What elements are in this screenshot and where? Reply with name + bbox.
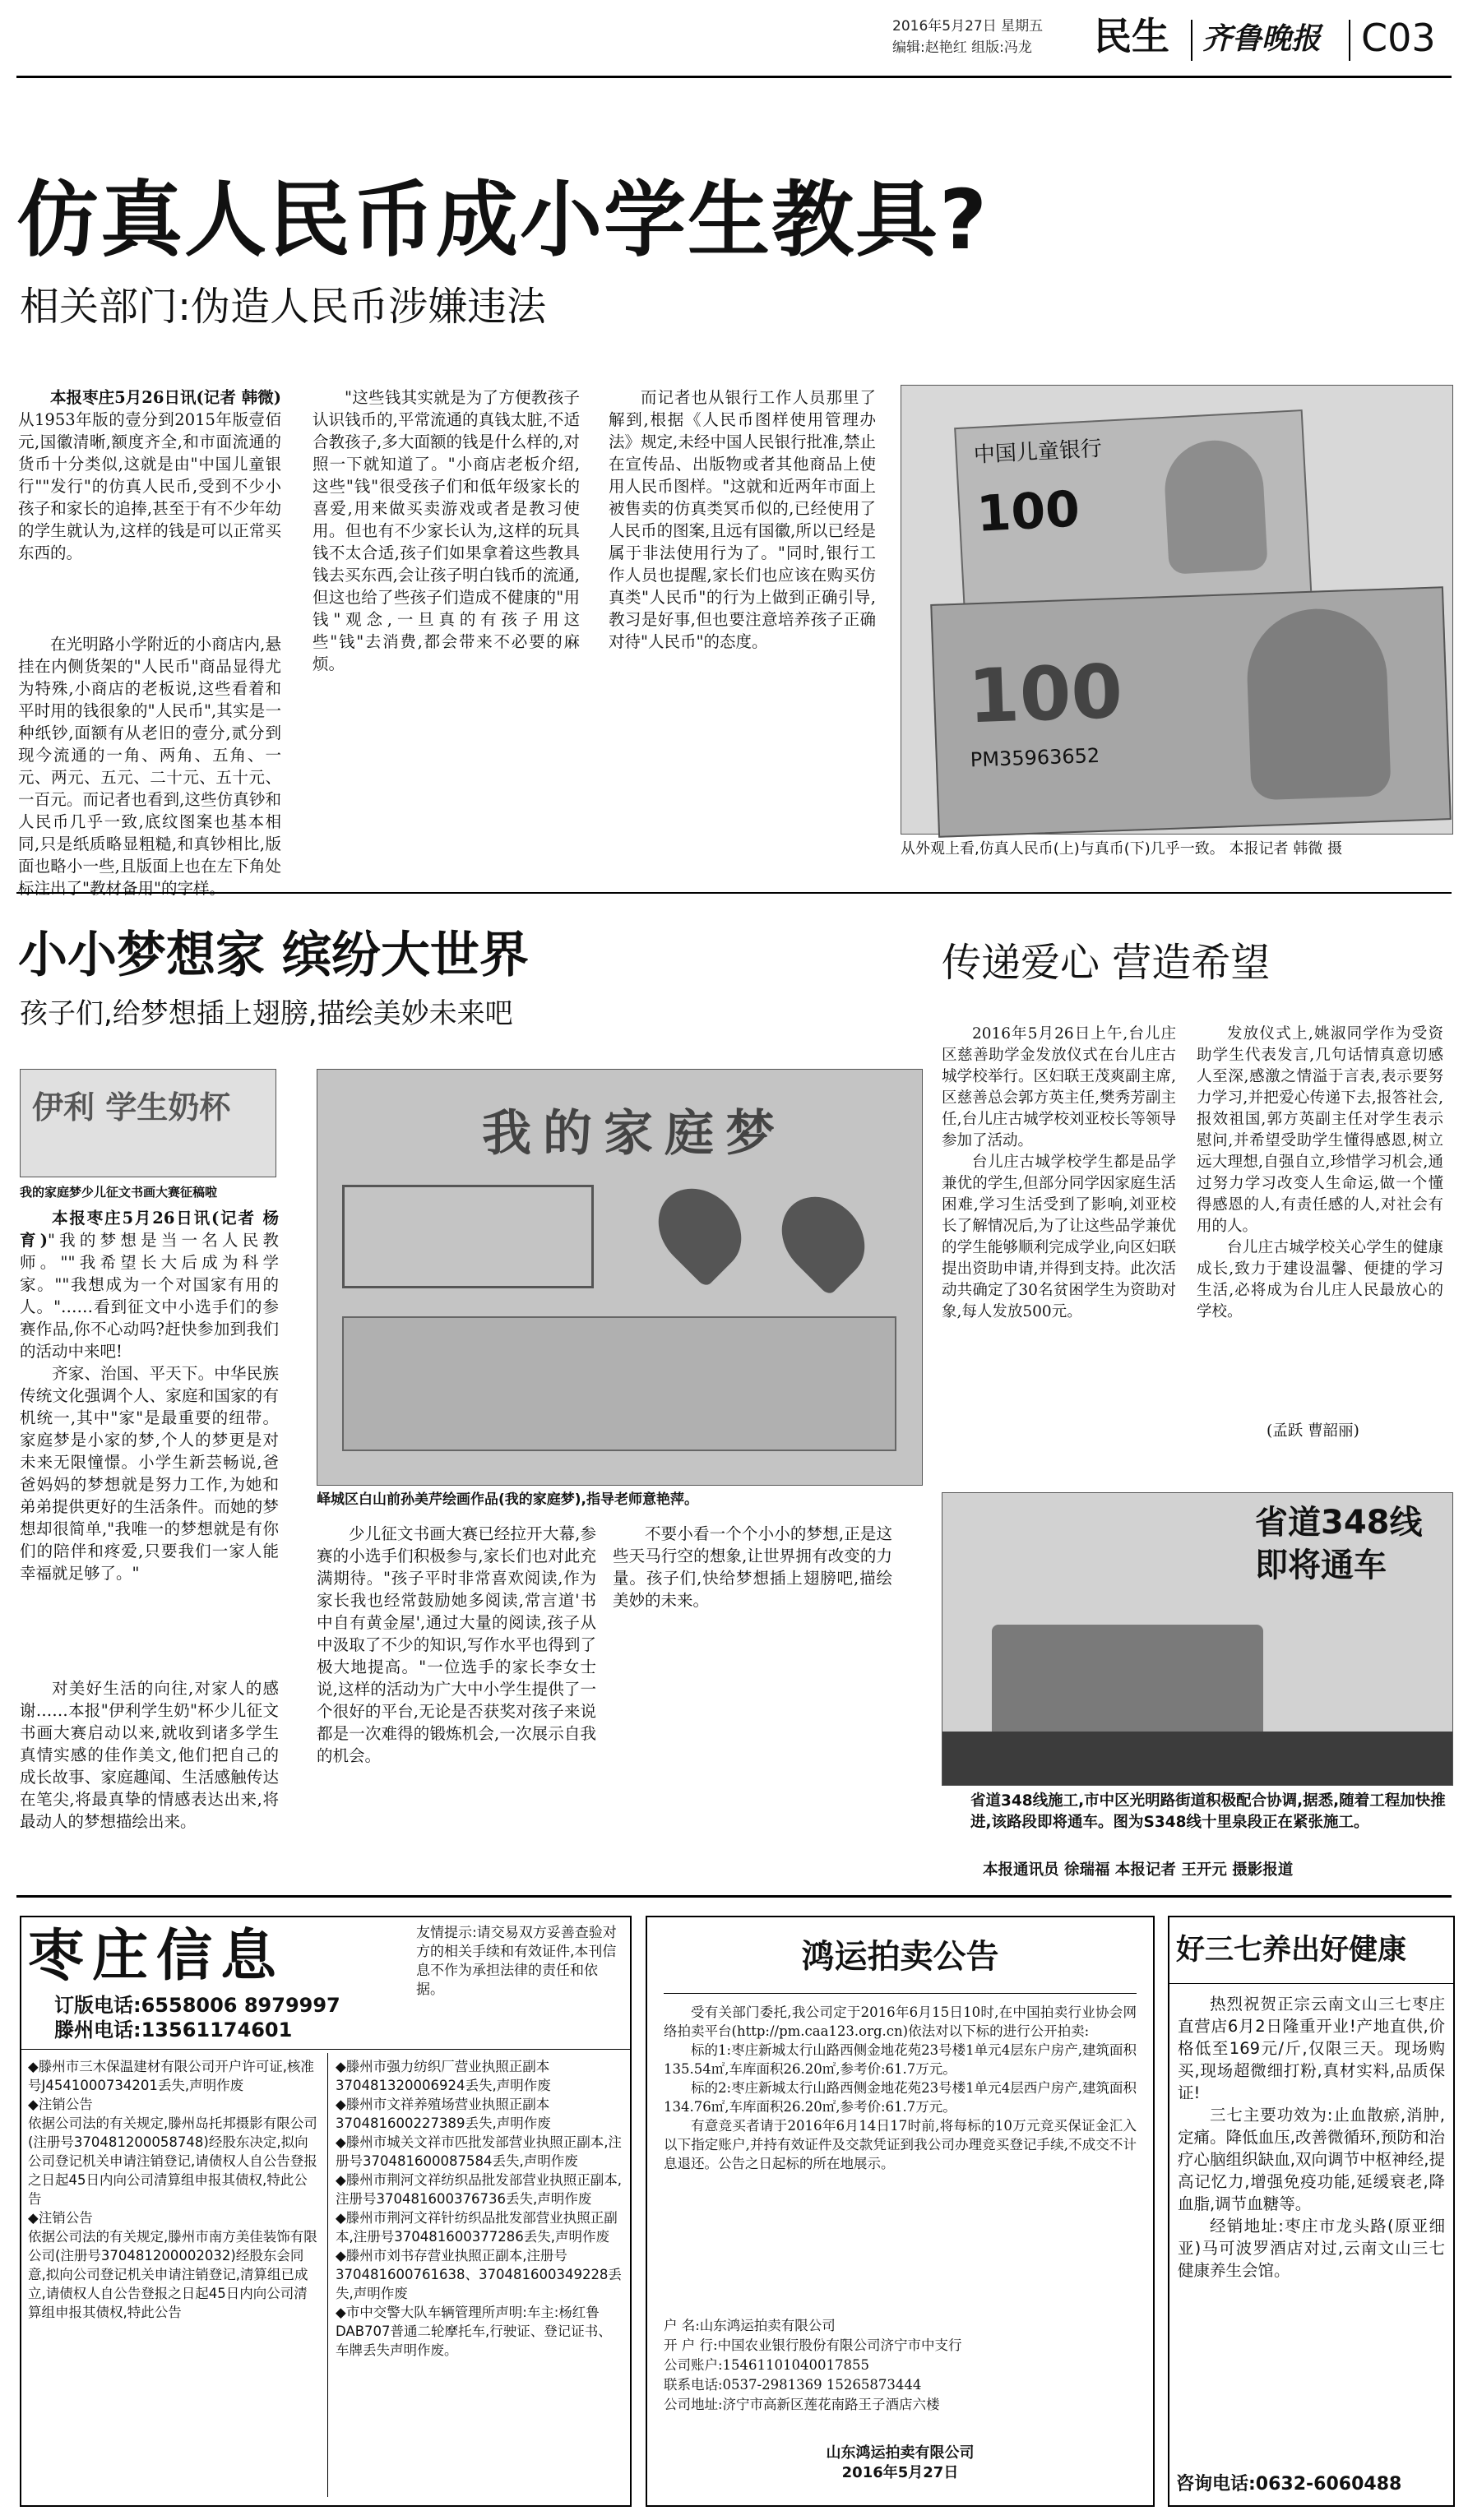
ad-auction-name: 户 名:山东鸿运拍卖有限公司 bbox=[664, 2318, 836, 2333]
article3-byline: (孟跃 曹韶丽) bbox=[1267, 1422, 1359, 1440]
real-banknote-serial: PM35963652 bbox=[970, 743, 1100, 772]
ad-info-right bbox=[336, 2057, 623, 2497]
child-drawing bbox=[317, 1069, 923, 1486]
ad-info-right-2: ◆滕州市文祥养殖场营业执照正副本370481600227389丢失,声明作废 bbox=[336, 2097, 551, 2131]
article3-p2: 台儿庄古城学校学生都是品学兼优的学生,但部分同学因家庭生活困难,学习生活受到了影响,刘亚校长了解情况后,为了让这些品学兼优的学生能够顺利完成学业,向区妇联提出资助申请,并得到支持。此次活动共确定了30名贫困学生为资助对象,每人发放500元。 bbox=[942, 1154, 1176, 1320]
article1-p1: 从1953年版的壹分到2015年版壹佰元,国徽清晰,额度齐全,和市面流通的货币十分类似,这就是由"中国儿童银行""发行"的仿真人民币,受到不少小孩子和家长的追捧,甚至于有不少年幼的学生就认为,这样的钱是可以正常买东西的。 bbox=[18, 410, 281, 562]
ad-sanqi-p2: 三七主要功效为:止血散瘀,消肿,定痛。降低血压,改善微循环,预防和治疗心脑组织缺血,双向调节中枢神经,提高记忆力,增强免疫功能,延缓衰老,降血脂,调节血糖等。 bbox=[1178, 2106, 1445, 2213]
ad-info-phone2: 滕州电话:13561174601 bbox=[54, 2018, 293, 2041]
article2-col1 bbox=[20, 1207, 279, 1659]
article2-headline: 小小梦想家 缤纷大世界 bbox=[18, 927, 529, 984]
ad-info-tip: 友情提示:请交易双方妥善查验对方的相关手续和有效证件,本刊信息不作为承担法律的责任和依据。 bbox=[416, 1925, 617, 1998]
fake-banknote-denom: 100 bbox=[975, 480, 1081, 543]
section-name: 民生 bbox=[1094, 14, 1169, 58]
ad-auction-lot2: 标的2:枣庄新城太行山路西侧金地花苑23号楼1单元4层西户房产,建筑面积134.76㎡,车库面积26.20㎡,参考价:61.7万元。 bbox=[664, 2080, 1137, 2115]
contest-logo-text: 伊利 学生奶杯 bbox=[32, 1089, 231, 1126]
article2-p2: 齐家、治国、平天下。中华民族传统文化强调个人、家庭和国家的有机统一,其中"家"是最重要的纽带。家庭梦是小家的梦,个人的梦更是对未来无限憧憬。小学生新芸畅说,爸爸妈妈的梦想就是努力工作,为她和弟弟提供更好的生活条件。而她的梦想却很简单,"我唯一的梦想就是有你们的陪伴和疼爱,只要我们一家人能幸福就足够了。" bbox=[20, 1364, 279, 1583]
ad-auction-account: 公司账户:15461101040017855 bbox=[664, 2357, 870, 2373]
article1-col2 bbox=[313, 386, 580, 855]
article1-subhead: 相关部门:伪造人民币涉嫌违法 bbox=[20, 284, 547, 330]
article2-col3 bbox=[613, 1523, 892, 1852]
article4-headline-2: 即将通车 bbox=[1255, 1547, 1387, 1584]
ad-info-title: 枣庄信息 bbox=[28, 1924, 285, 1989]
article3-headline: 传递爱心 营造希望 bbox=[942, 940, 1271, 986]
article1-col3 bbox=[609, 386, 876, 855]
article2-p1: "我的梦想是当一名人民教师。""我希望长大后成为科学家。""我想成为一个对国家有用的人。"……看到征文中小选手们的参赛作品,你不心动吗?赶快参加到我们的活动中来吧! bbox=[20, 1231, 279, 1361]
article2-col1b bbox=[20, 1677, 279, 1850]
ad-sanqi-body bbox=[1178, 1993, 1445, 2282]
ad-info-right-7: ◆市中交警大队车辆管理所声明:车主:杨红鲁DAB707普通二轮摩托车,行驶证、登记证书、车牌丢失声明作废。 bbox=[336, 2305, 612, 2358]
article2-lead-tag: 本报枣庄5月26日讯(记者 杨育) bbox=[20, 1209, 279, 1250]
page-number: C03 bbox=[1361, 16, 1436, 60]
masthead-date: 2016年5月27日 星期五 bbox=[892, 18, 1044, 35]
ad-auction-address: 公司地址:济宁市高新区莲花南路王子酒店六楼 bbox=[664, 2397, 940, 2412]
article2-col2 bbox=[317, 1523, 596, 1852]
banknote-photo bbox=[901, 385, 1453, 835]
ad-info-left-3: 依据公司法的有关规定,滕州岛托邦摄影有限公司(注册号370481200058748)经股东决定,拟向公司登记机关申请注销登记,请债权人自公告登报之日起45日内向公司清算组申报其债权,特此公告 bbox=[28, 2115, 317, 2207]
ad-info-box bbox=[20, 1916, 632, 2507]
ad-info-right-1: ◆滕州市强力纺织厂营业执照正副本370481320006924丢失,声明作废 bbox=[336, 2059, 551, 2093]
ad-auction-body bbox=[664, 2003, 1137, 2173]
heart-icon bbox=[641, 1172, 757, 1288]
article1-headline: 仿真人民币成小学生教具? bbox=[16, 172, 989, 268]
article3-p1: 2016年5月26日上午,台儿庄区慈善助学金发放仪式在台儿庄古城学校举行。区妇联王茂爽副主席,区慈善总会郭方英主任,樊秀芳副主任,台儿庄古城学校刘亚校长等领导参加了活动。 bbox=[942, 1025, 1176, 1149]
article1-lead-tag: 本报枣庄5月26日讯(记者 韩微) bbox=[50, 388, 281, 407]
article2-p4: 少儿征文书画大赛已经拉开大幕,参赛的小选手们积极参与,家长们也对此充满期待。"孩子平时非常喜欢阅读,作为家长我也经常鼓励她多阅读,常言道'书中自有黄金屋',通过大量的阅读,孩子从中汲取了不少的知识,写作水平也得到了极大地提高。"一位选手的家长李女士说,这样的活动为广大中小学生提供了一个很好的平台,无论是否获奖对孩子来说都是一次难得的锻炼机会,一次展示自我的机会。 bbox=[317, 1524, 596, 1765]
article3-p3: 发放仪式上,姚淑同学作为受资助学生代表发言,几句话情真意切感人至深,感激之情溢于言表,表示要努力学习,并把爱心传递下去,报答社会,报效祖国,郭方英副主任对学生表示慰问,并希望受助学生懂得感恩,树立远大理想,自强自立,珍惜学习机会,通过努力学习改变人生命运,做一个懂得感恩的人,有责任感的人,对社会有用的人。 bbox=[1197, 1025, 1443, 1235]
ad-sanqi-p1: 热烈祝贺正宗云南文山三七枣庄直营店6月2日隆重开业!产地直供,价格低至169元/斤,仅限三天。现场购买,现场超微细打粉,真材实料,品质保证! bbox=[1178, 1995, 1445, 2102]
ad-auction-lot1: 标的1:枣庄新城太行山路西侧金地花苑23号楼1单元4层东户房产,建筑面积135.54㎡,车库面积26.20㎡,参考价:61.7万元。 bbox=[664, 2042, 1137, 2077]
real-banknote-denom: 100 bbox=[966, 648, 1124, 741]
article4-headline-1: 省道348线 bbox=[1255, 1504, 1423, 1542]
heart-icon bbox=[765, 1180, 881, 1296]
ad-auction-terms: 有意竞买者请于2016年6月14日17时前,将每标的10万元竞买保证金汇入以下指定账户,并持有效证件及交款凭证到我公司办理竞买登记手续,不成交不计息退还。公告之日起标的所在地展示。 bbox=[664, 2118, 1137, 2171]
ad-info-left-1: ◆滕州市三木保温建材有限公司开户许可证,核准号J4541000734201丢失,声明作废 bbox=[28, 2059, 314, 2093]
ad-auction-rule bbox=[664, 1993, 1137, 1994]
ad-info-left-4: ◆注销公告 bbox=[28, 2210, 93, 2226]
ad-info-left-2: ◆注销公告 bbox=[28, 2097, 93, 2112]
section-rule-2 bbox=[16, 1895, 1452, 1898]
masthead-rule bbox=[16, 76, 1452, 78]
portrait-icon bbox=[1162, 438, 1267, 575]
article2-subhead: 孩子们,给梦想插上翅膀,描绘美妙未来吧 bbox=[20, 997, 513, 1030]
ad-sanqi-title: 好三七养出好健康 bbox=[1176, 1934, 1407, 1967]
ad-auction-phone: 联系电话:0537-2981369 15265873444 bbox=[664, 2377, 922, 2393]
ad-auction-intro: 受有关部门委托,我公司定于2016年6月15日10时,在中国拍卖行业协会网络拍卖平台(http://pm.caa123.org.cn)依法对以下标的进行公开拍卖: bbox=[664, 2004, 1137, 2039]
road-surface bbox=[942, 1732, 1452, 1785]
real-banknote bbox=[930, 586, 1452, 838]
ad-info-rule bbox=[21, 2049, 630, 2050]
ad-info-right-3: ◆滕州市城关文祥市匹批发部营业执照正副本,注册号370481600087584丢失,声明作废 bbox=[336, 2134, 622, 2169]
ad-auction-date: 2016年5月27日 bbox=[841, 2464, 959, 2481]
ad-sanqi-phone: 咨询电话:0632-6060488 bbox=[1176, 2474, 1402, 2495]
ad-sanqi-box bbox=[1168, 1916, 1455, 2507]
ad-auction-sign: 山东鸿运拍卖有限公司 bbox=[826, 2444, 975, 2462]
ad-auction-contact bbox=[664, 2316, 1137, 2415]
article4-caption: 省道348线施工,市中区光明路街道积极配合协调,据悉,随着工程加快推进,该路段即将通车。图为S348线十里泉段正在紧张施工。 bbox=[970, 1792, 1446, 1831]
ad-info-right-6: ◆滕州市刘书存营业执照正副本,注册号370481600761638、370481600349228丢失,声明作废 bbox=[336, 2248, 622, 2301]
ad-info-left bbox=[28, 2057, 320, 2497]
contest-logo bbox=[20, 1069, 276, 1177]
ad-info-divider bbox=[327, 2053, 328, 2497]
fake-banknote-text: 中国儿童银行 bbox=[973, 436, 1103, 469]
ad-auction-title: 鸿运拍卖公告 bbox=[801, 1938, 999, 1976]
article3-p4: 台儿庄古城学校关心学生的健康成长,致力于建设温馨、便捷的学习生活,必将成为台儿庄人民最放心的学校。 bbox=[1197, 1239, 1443, 1320]
road-photo bbox=[942, 1492, 1453, 1786]
drawing-frame bbox=[342, 1185, 594, 1288]
drawing-lower-panel bbox=[342, 1316, 896, 1451]
article1-col1b bbox=[18, 633, 281, 898]
article1-col1 bbox=[18, 386, 281, 564]
paper-name: 齐鲁晚报 bbox=[1202, 21, 1322, 56]
masthead-divider-2 bbox=[1349, 20, 1350, 61]
article1-p3: "这些钱其实就是为了方便教孩子认识钱币的,平常流通的真钱太脏,不适合教孩子,多大面额的钱是什么样的,对照一下就知道了。"小商店老板介绍,这些"钱"很受孩子们和低年级家长的喜爱,用来做买卖游戏或者是教习使用。但也有不少家长认为,这样的玩具钱不太合适,孩子们如果拿着这些教具钱去买东西,会让孩子明白钱币的流通,但这也给了些孩子们造成不健康的"用钱"观念,一旦真的有孩子用这些"钱"去消费,都会带来不必要的麻烦。 bbox=[313, 388, 580, 673]
masthead-editors: 编辑:赵艳红 组版:冯龙 bbox=[892, 39, 1032, 56]
article3-col1 bbox=[942, 1024, 1176, 1484]
article1-p4: 而记者也从银行工作人员那里了解到,根据《人民币图样使用管理办法》规定,未经中国人民银行批准,禁止在宣传品、出版物或者其他商品上使用人民币图样。"这就和近两年市面上被售卖的仿真类冥币似的,已经使用了人民币的图案,且远有国徽,所以已经是属于非法使用行为了。"同时,银行工作人员也提醒,家长们也应该在购买仿真类"人民币"的行为上做到正确引导,教习是好事,但也要注意培养孩子正确对待"人民币"的态度。 bbox=[609, 388, 876, 651]
article1-photo-caption: 从外观上看,仿真人民币(上)与真币(下)几乎一致。 本报记者 韩微 摄 bbox=[901, 840, 1342, 858]
section-rule-1 bbox=[16, 892, 1452, 894]
ad-info-phone1: 订版电话:6558006 8979997 bbox=[54, 1994, 340, 2017]
ad-sanqi-addr: 经销地址:枣庄市龙头路(原亚细亚)马可波罗酒店对过,云南文山三七健康养生会馆。 bbox=[1178, 2217, 1445, 2280]
masthead-divider bbox=[1191, 20, 1192, 61]
article1-p2: 在光明路小学附近的小商店内,悬挂在内侧货架的"人民币"商品显得尤为特殊,小商店的老板说,这些看着和平时用的钱很象的"人民币",其实是一种纸钞,面额有从老旧的壹分,贰分到现今流通的一角、两角、五角、一元、两元、五元、二十元、五十元、一百元。而记者也看到,这些仿真钞和人民币几乎一致,底纹图案也基本相同,只是纸质略显粗糙,和真钞相比,版面也略小一些,且版面上也在左下角处标注出了"教材备用"的字样。 bbox=[18, 635, 281, 898]
drawing-title: 我的家庭梦 bbox=[482, 1105, 786, 1163]
ad-info-left-5: 依据公司法的有关规定,滕州市南方美佳装饰有限公司(注册号370481200002032)经股东会同意,拟向公司登记机关申请注销登记,清算组已成立,请债权人自公告登报之日起45日内向公司清算组申报其债权,特此公告 bbox=[28, 2229, 317, 2320]
paver-machine bbox=[992, 1625, 1263, 1740]
ad-info-right-4: ◆滕州市荆河文祥纺织品批发部营业执照正副本,注册号370481600376736丢失,声明作废 bbox=[336, 2172, 622, 2207]
ad-info-right-5: ◆滕州市荆河文祥针纺织品批发部营业执照正副本,注册号370481600377286丢失,声明作废 bbox=[336, 2210, 618, 2245]
article2-p3: 对美好生活的向往,对家人的感谢……本报"伊利学生奶"杯少儿征文书画大赛启动以来,就收到诸多学生真情实感的佳作美文,他们把自己的成长故事、家庭趣闻、生活感触传达在笔尖,将最真挚的情感表达出来,将最动人的梦想描绘出来。 bbox=[20, 1679, 279, 1831]
ad-auction-bank: 开 户 行:中国农业银行股份有限公司济宁市中支行 bbox=[664, 2337, 962, 2353]
article3-col2 bbox=[1197, 1024, 1443, 1418]
ad-sanqi-rule bbox=[1169, 1983, 1453, 1984]
article4-credit: 本报通讯员 徐瑞福 本报记者 王开元 摄影报道 bbox=[983, 1861, 1294, 1879]
contest-logo-caption: 我的家庭梦少儿征文书画大赛征稿啦 bbox=[20, 1185, 218, 1200]
fake-banknote bbox=[954, 409, 1313, 620]
ad-auction-box bbox=[646, 1916, 1155, 2507]
portrait-icon bbox=[1245, 607, 1392, 801]
child-drawing-caption: 峄城区白山前孙美芹绘画作品(我的家庭梦),指导老师意艳萍。 bbox=[317, 1491, 698, 1508]
article2-p5: 不要小看一个个小小的梦想,正是这些天马行空的想象,让世界拥有改变的力量。孩子们,快给梦想插上翅膀吧,描绘美妙的未来。 bbox=[613, 1524, 892, 1610]
